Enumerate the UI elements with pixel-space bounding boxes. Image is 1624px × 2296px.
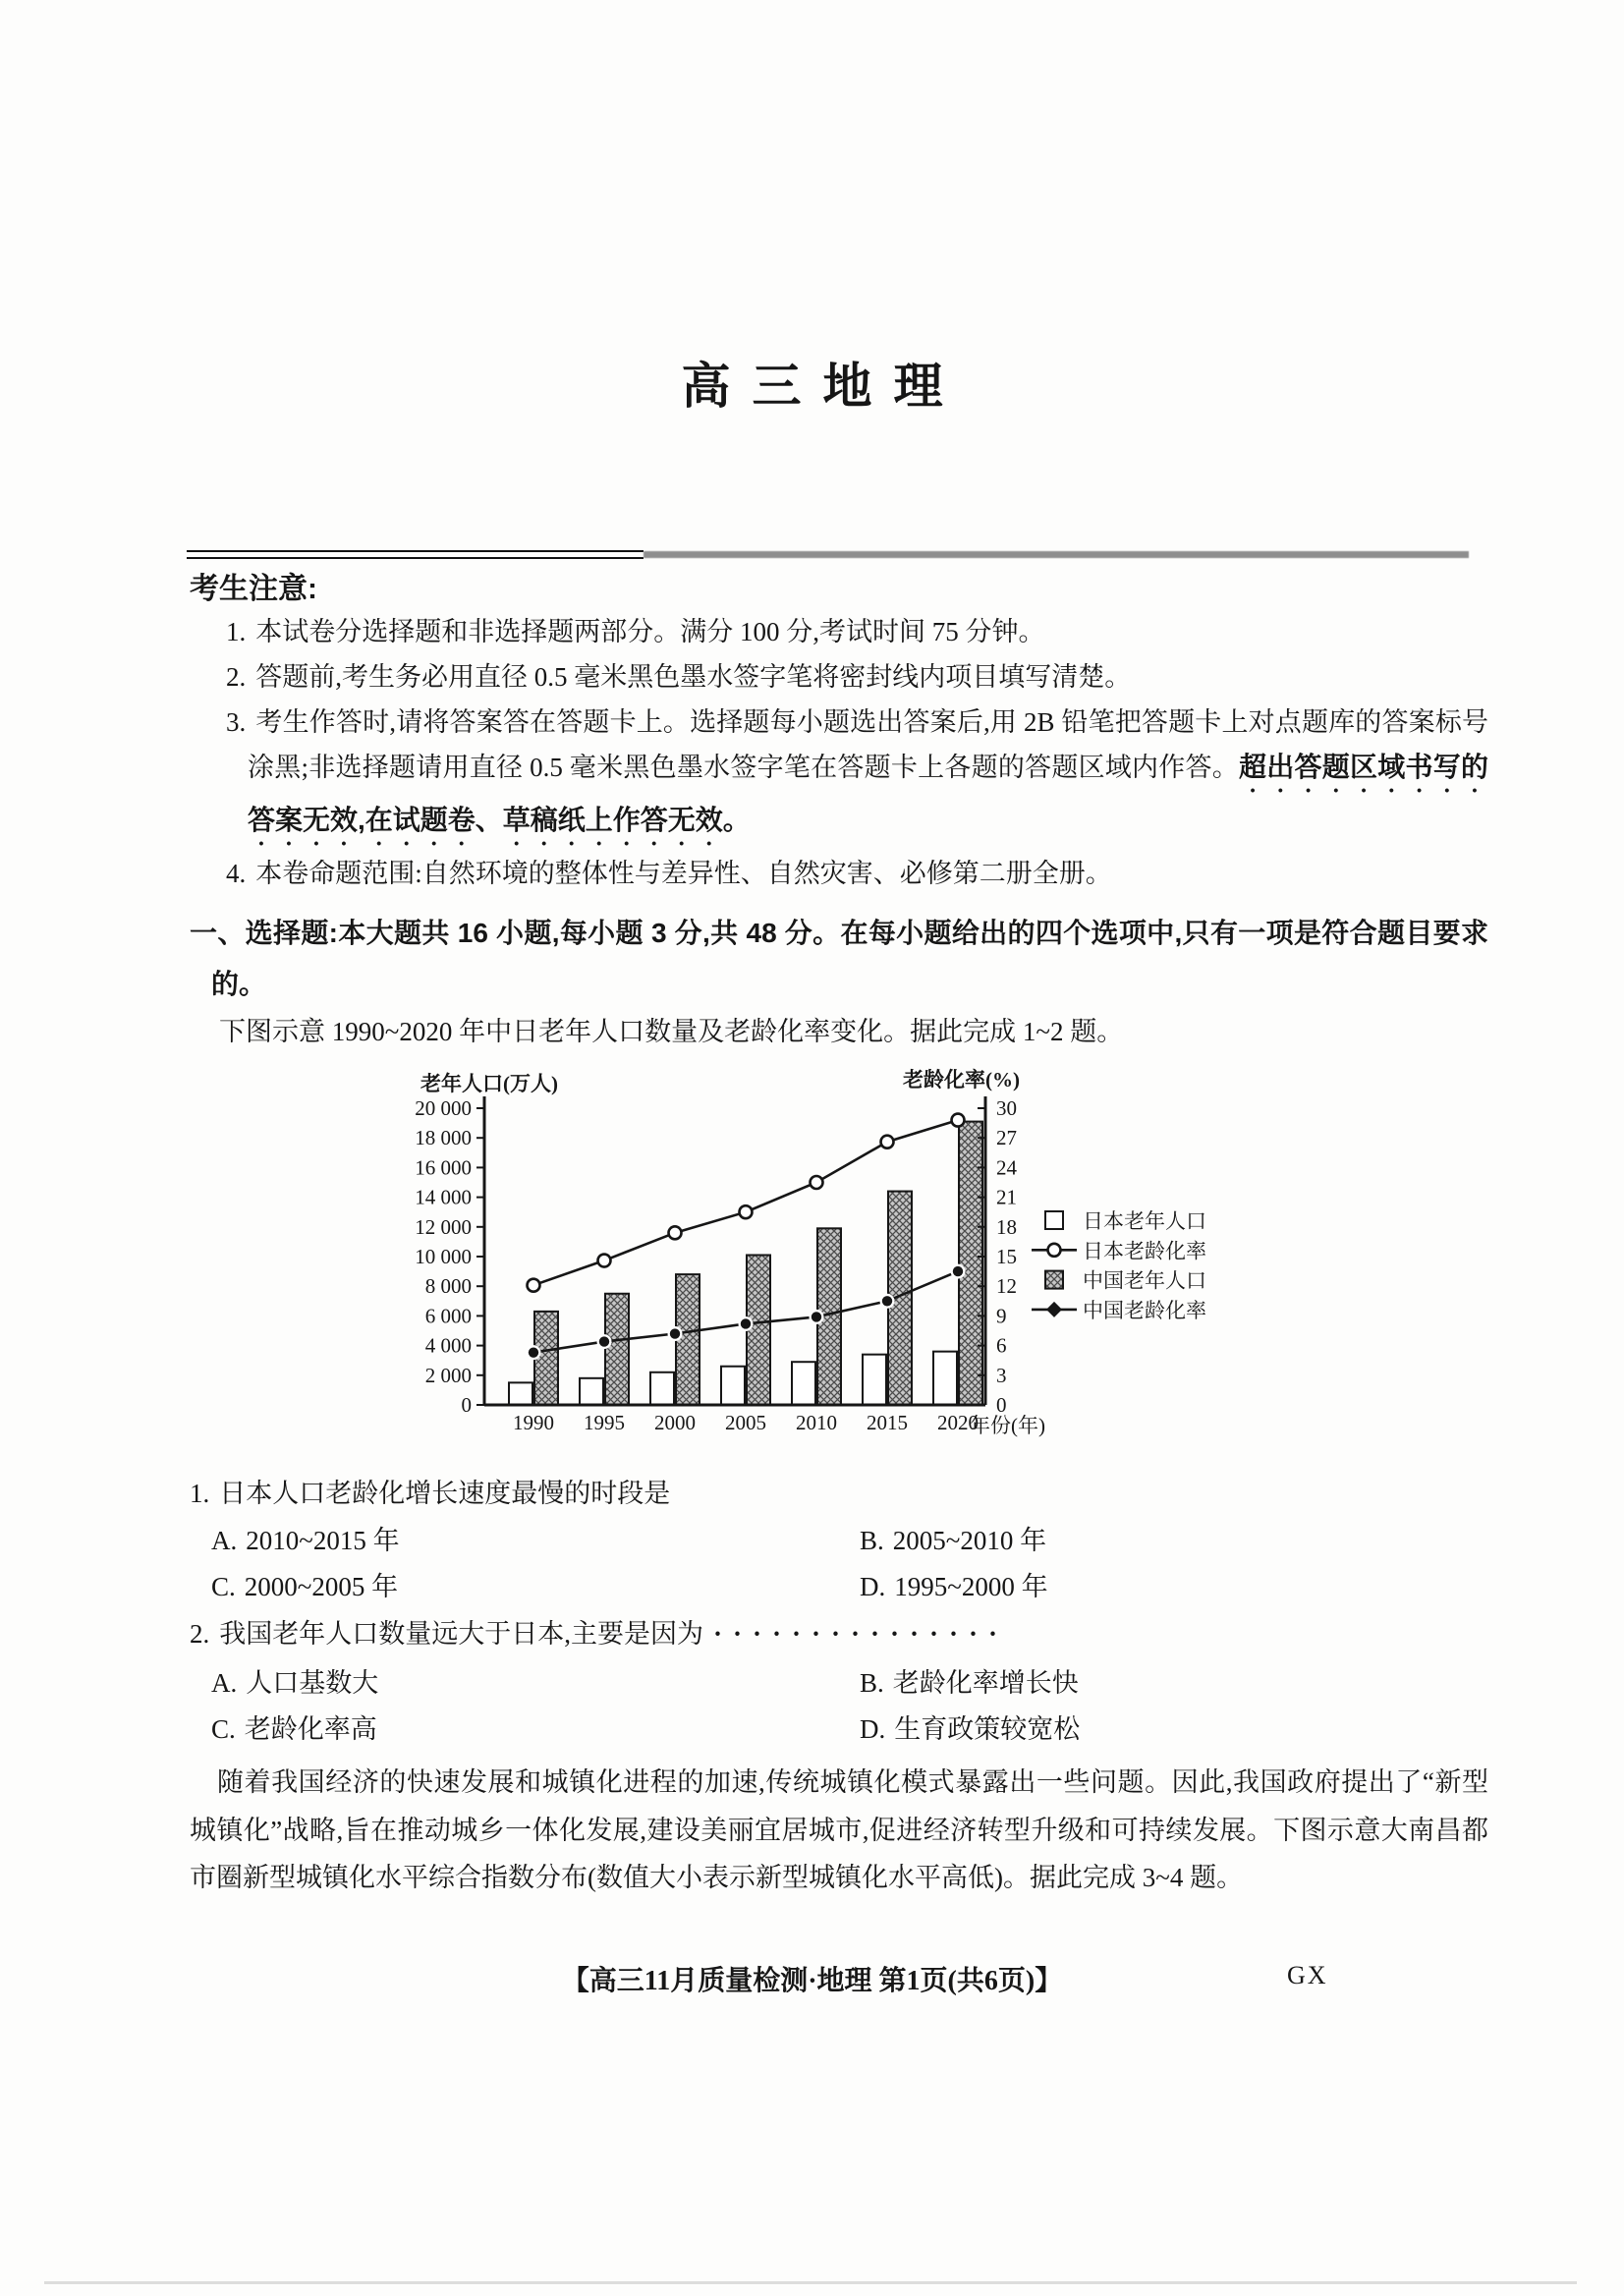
chart-container	[373, 1059, 1356, 1472]
bar-中国老年人口-2005	[747, 1255, 770, 1405]
marker-中国老龄化率-2020	[953, 1266, 963, 1276]
right-axis-tick-label: 3	[996, 1363, 1007, 1387]
legend-item-中国老年人口	[1045, 1269, 1206, 1293]
footer-text: 【高三11月质量检测·地理 第1页(共6页)】	[561, 1966, 1063, 1996]
option-label: B.	[860, 1668, 884, 1698]
bar-日本老年人口-2000	[650, 1372, 674, 1405]
bar-中国老年人口-1995	[605, 1294, 629, 1405]
option-c	[211, 1707, 860, 1753]
question-1-options	[211, 1518, 1488, 1610]
notice-item-1	[226, 609, 1488, 654]
legend-item-中国老龄化率	[1032, 1299, 1206, 1322]
option-label: C.	[211, 1572, 236, 1601]
option-b	[860, 1660, 1488, 1707]
option-c	[211, 1564, 860, 1610]
marker-日本老龄化率-2000	[669, 1226, 682, 1239]
notice-item-emphasis-text: 超出答题区域书写的答案无效,在试题卷、草稿纸上作答无效。	[248, 752, 1488, 835]
option-text: 人口基数大	[246, 1668, 379, 1698]
legend-swatch-white-bar	[1045, 1211, 1063, 1229]
marker-日本老龄化率-2010	[811, 1176, 823, 1189]
option-a	[211, 1518, 860, 1564]
right-axis-tick-label: 18	[996, 1214, 1017, 1239]
option-text: 1995~2000 年	[894, 1572, 1048, 1601]
option-text: 老龄化率高	[244, 1714, 377, 1744]
bar-日本老年人口-1990	[509, 1382, 532, 1405]
question-2-options	[211, 1660, 1488, 1753]
legend-item-日本老年人口	[1045, 1209, 1206, 1233]
marker-日本老龄化率-1990	[528, 1279, 540, 1292]
legend-label: 中国老年人口	[1083, 1268, 1206, 1293]
population-aging-chart	[373, 1059, 1356, 1472]
right-axis-tick-label: 6	[996, 1333, 1007, 1358]
right-axis-tick-label: 9	[996, 1304, 1007, 1328]
marker-中国老龄化率-1995	[599, 1336, 609, 1346]
x-axis-tick-label: 1995	[584, 1411, 625, 1434]
legend-swatch-hatched-bar	[1045, 1271, 1063, 1289]
option-label: A.	[211, 1526, 238, 1555]
left-axis-tick-label: 0	[461, 1393, 472, 1417]
marker-中国老龄化率-2000	[670, 1328, 680, 1338]
notice-list	[226, 609, 1488, 896]
dot-leader: ···············	[713, 1619, 1009, 1649]
section-one-heading: 一、选择题:本大题共 16 小题,每小题 3 分,共 48 分。在每小题给出的四个选项中,只有一项是符合题目要求的。	[190, 918, 1488, 999]
option-text: 生育政策较宽松	[894, 1714, 1081, 1744]
marker-中国老龄化率-2015	[882, 1296, 892, 1306]
header-rule-gray-line	[644, 551, 1469, 558]
right-axis-title: 老龄化率(%)	[903, 1068, 1020, 1092]
scan-edge-shadow	[44, 2281, 1577, 2284]
x-axis-tick-label: 2000	[654, 1411, 696, 1434]
legend-label: 日本老龄化率	[1083, 1239, 1206, 1263]
option-label: D.	[860, 1572, 886, 1601]
footer-code: GX	[1287, 1961, 1328, 1989]
question-stem: 我国老年人口数量远大于日本,主要是因为	[219, 1619, 703, 1649]
marker-日本老龄化率-2020	[952, 1114, 965, 1127]
option-text: 老龄化率增长快	[892, 1668, 1079, 1698]
legend-swatch-filled-diamond-line	[1046, 1302, 1062, 1317]
bar-日本老年人口-2020	[933, 1352, 957, 1405]
notice-item-text: 答题前,考生务必用直径 0.5 毫米黑色墨水签字笔将密封线内项目填写清楚。	[255, 662, 1132, 692]
x-axis-tick-label: 1990	[513, 1411, 554, 1434]
right-axis-tick-label: 21	[996, 1185, 1017, 1209]
left-axis-tick-label: 14 000	[415, 1185, 472, 1209]
right-axis-tick-label: 30	[996, 1096, 1017, 1120]
bar-中国老年人口-2000	[676, 1274, 700, 1405]
x-axis-tick-label: 2020	[937, 1411, 979, 1434]
x-axis-title: 年份(年)	[970, 1414, 1045, 1437]
option-label: D.	[860, 1714, 886, 1744]
right-axis-tick-label: 27	[996, 1126, 1017, 1150]
marker-日本老龄化率-1995	[598, 1255, 611, 1267]
question-2	[190, 1614, 1488, 1653]
notice-item-text: 考生作答时,请将答案答在答题卡上。选择题每小题选出答案后,用 2B 铅笔把答题卡上对点题库的答案标号涂黑;非选择题请用直径 0.5 毫米黑色墨水签字笔在答题卡上各题的答题区域内作答。	[248, 707, 1488, 782]
bar-日本老年人口-2015	[863, 1355, 886, 1405]
option-text: 2000~2005 年	[244, 1572, 399, 1601]
marker-日本老龄化率-2015	[881, 1136, 894, 1148]
legend-item-日本老龄化率	[1032, 1239, 1206, 1262]
notice-item-number: 2.	[226, 662, 247, 692]
right-axis-tick-label: 15	[996, 1245, 1017, 1268]
bar-中国老年人口-2020	[959, 1122, 982, 1405]
option-d	[860, 1564, 1488, 1610]
left-axis-title: 老年人口(万人)	[420, 1072, 558, 1095]
option-text: 2005~2010 年	[892, 1526, 1047, 1555]
x-axis-tick-label: 2010	[796, 1411, 837, 1434]
notice-item-text: 本试卷分选择题和非选择题两部分。满分 100 分,考试时间 75 分钟。	[255, 617, 1045, 646]
question-group-intro: 下图示意 1990~2020 年中日老年人口数量及老龄化率变化。据此完成 1~2 题。	[219, 1017, 1124, 1046]
question-number: 1.	[190, 1479, 210, 1508]
question-stem: 日本人口老龄化增长速度最慢的时段是	[219, 1479, 671, 1508]
notice-item-3	[226, 700, 1488, 851]
option-label: B.	[860, 1526, 884, 1555]
option-d	[860, 1707, 1488, 1753]
page-footer	[0, 1959, 1624, 1998]
option-a	[211, 1660, 860, 1707]
legend-label: 中国老龄化率	[1083, 1298, 1206, 1322]
marker-中国老龄化率-2005	[741, 1318, 751, 1328]
option-text: 2010~2015 年	[246, 1526, 400, 1555]
marker-中国老龄化率-2010	[812, 1312, 821, 1321]
question-number: 2.	[190, 1619, 210, 1649]
notice-item-number: 4.	[226, 859, 247, 888]
right-axis-tick-label: 24	[996, 1155, 1017, 1180]
option-label: A.	[211, 1668, 238, 1698]
left-axis-tick-label: 20 000	[415, 1096, 472, 1120]
question-1	[190, 1474, 1488, 1513]
bar-日本老年人口-2005	[721, 1367, 745, 1405]
header-rule-double-line	[187, 550, 644, 559]
notice-item-text: 本卷命题范围:自然环境的整体性与差异性、自然灾害、必修第二册全册。	[255, 859, 1112, 888]
left-axis-tick-label: 10 000	[415, 1245, 472, 1268]
notice-item-number: 3.	[226, 707, 247, 737]
option-b	[860, 1518, 1488, 1564]
bar-日本老年人口-1995	[580, 1378, 603, 1405]
notice-item-number: 1.	[226, 617, 247, 646]
legend-label: 日本老年人口	[1083, 1209, 1206, 1233]
notice-item-2	[226, 654, 1488, 700]
left-axis-tick-label: 4 000	[424, 1333, 472, 1358]
bar-日本老年人口-2010	[792, 1362, 815, 1405]
option-label: C.	[211, 1714, 236, 1744]
x-axis-tick-label: 2015	[867, 1411, 908, 1434]
left-axis-tick-label: 12 000	[415, 1214, 472, 1239]
left-axis-tick-label: 2 000	[424, 1363, 472, 1387]
legend-swatch-open-circle-line	[1048, 1244, 1061, 1257]
marker-日本老龄化率-2005	[740, 1205, 753, 1218]
notice-heading: 考生注意:	[190, 573, 317, 605]
page-title: 高三地理	[681, 359, 965, 414]
notice-item-4	[226, 851, 1488, 896]
x-axis-tick-label: 2005	[725, 1411, 766, 1434]
header-rule	[187, 550, 1469, 560]
left-axis-tick-label: 8 000	[424, 1274, 472, 1299]
left-axis-tick-label: 18 000	[415, 1126, 472, 1150]
passage-paragraph: 随着我国经济的快速发展和城镇化进程的加速,传统城镇化模式暴露出一些问题。因此,我国政府提出了“新型城镇化”战略,旨在推动城乡一体化发展,建设美丽宜居城市,促进经济转型升级和可持续发展。下图示意大南昌都市圈新型城镇化水平综合指数分布(数值大小表示新型城镇化水平高低)。据此完成 3~4 题。	[190, 1767, 1488, 1892]
chart-legend	[1032, 1209, 1206, 1322]
marker-中国老龄化率-1990	[529, 1347, 538, 1357]
left-axis-tick-label: 16 000	[415, 1155, 472, 1180]
right-axis-tick-label: 0	[996, 1393, 1007, 1417]
right-axis-tick-label: 12	[996, 1274, 1017, 1299]
left-axis-tick-label: 6 000	[424, 1304, 472, 1328]
